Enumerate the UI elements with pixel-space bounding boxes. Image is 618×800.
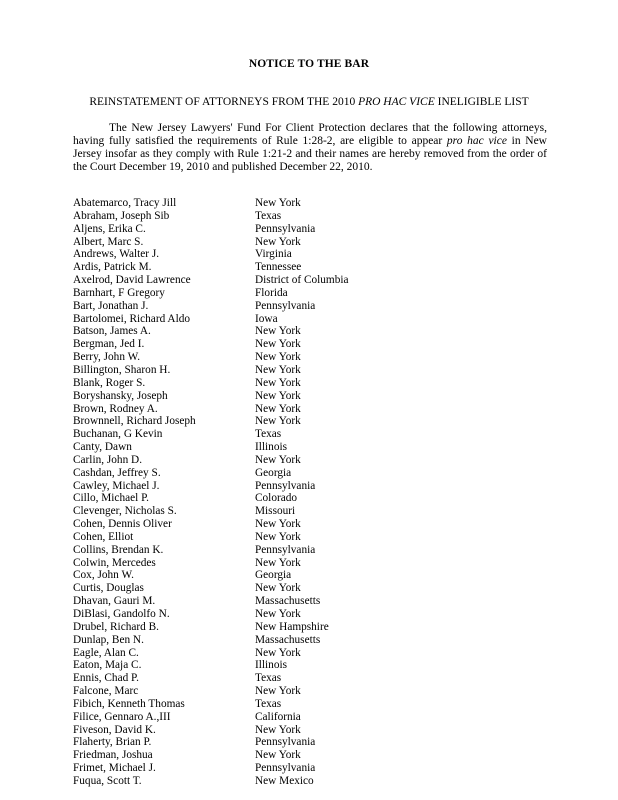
attorney-state: Florida [255,286,288,299]
attorney-name: Batson, James A. [73,325,151,338]
attorney-row [73,775,553,788]
attorney-name: Bart, Jonathan J. [73,299,149,312]
attorney-name: Dunlap, Ben N. [73,633,144,646]
attorney-name: Eagle, Alan C. [73,646,139,659]
attorney-row [73,415,553,428]
attorney-row [73,557,553,570]
attorney-name: Colwin, Mercedes [73,556,156,569]
attorney-state: Massachusetts [255,633,321,646]
attorney-name: Abraham, Joseph Sib [73,209,170,222]
attorney-name: Canty, Dawn [73,441,132,454]
attorney-state: Pennsylvania [255,543,316,556]
attorney-state: New York [255,197,301,209]
attorney-state: Iowa [255,312,278,325]
attorney-row [73,608,553,621]
attorney-state: New York [255,351,301,364]
attorney-state: New York [255,530,301,543]
paragraph-italic: pro hac vice [446,135,507,147]
attorney-state: Georgia [255,569,292,582]
attorney-row [73,210,553,223]
attorney-row [73,724,553,737]
attorney-name: Cashdan, Jeffrey S. [73,466,161,479]
attorney-row [73,274,553,287]
attorney-name: Albert, Marc S. [73,235,144,248]
attorney-name: Bergman, Jed I. [73,338,145,351]
attorney-row [73,711,553,724]
attorney-row [73,736,553,749]
attorney-row [73,467,553,480]
attorney-name: Andrews, Walter J. [73,248,160,261]
attorney-state: Pennsylvania [255,479,316,492]
attorney-state: Colorado [255,492,298,505]
attorney-row [73,544,553,557]
attorney-state: New York [255,363,301,376]
attorney-name: DiBlasi, Gandolfo N. [73,608,170,620]
attorney-name: Axelrod, David Lawrence [73,274,191,287]
attorney-row [73,582,553,595]
attorney-row [73,685,553,698]
attorney-state: Tennessee [255,261,302,274]
attorney-row [73,698,553,711]
attorney-name: Brownnell, Richard Joseph [73,415,196,428]
attorney-name: Boryshansky, Joseph [73,389,168,402]
attorney-row [73,313,553,326]
attorney-name: Barnhart, F Gregory [73,286,165,299]
attorney-name: Filice, Gennaro A.,III [73,710,171,723]
attorney-state: Texas [255,428,282,441]
attorney-name: Fiveson, David K. [73,723,156,736]
attorney-row [73,480,553,493]
attorney-row [73,505,553,518]
attorney-state: Pennsylvania [255,299,316,312]
attorney-state: New Hampshire [255,620,329,633]
attorney-row [73,428,553,441]
attorney-state: Pennsylvania [255,736,316,749]
attorney-name: Cillo, Michael P. [73,492,149,505]
attorney-state: Missouri [255,505,296,518]
attorney-state: District of Columbia [255,274,349,287]
attorney-state: New York [255,582,301,595]
attorney-name: Bartolomei, Richard Aldo [73,312,191,325]
attorney-state: New York [255,389,301,402]
attorney-state: New York [255,608,301,620]
notice-subtitle [0,96,618,108]
attorney-row [73,390,553,403]
attorney-row [73,531,553,544]
attorney-state: New York [255,376,301,389]
attorney-name: Carlin, John D. [73,453,143,466]
attorney-name: Fibich, Kenneth Thomas [73,697,185,710]
attorney-row [73,518,553,531]
attorney-name: Collins, Brendan K. [73,543,164,556]
attorney-name: Aljens, Erika C. [73,222,146,235]
attorney-state: California [255,710,301,723]
attorney-name: Ardis, Patrick M. [73,261,152,274]
attorney-state: New York [255,749,301,762]
attorney-name: Billington, Sharon H. [73,363,171,376]
paragraph-part-2: in New Jersey insofar as they comply with Rule 1:21-2 and their names are hereby removed from the order of the Court December 19, 2010 and published December 22, 2010. [73,135,547,173]
attorney-state: Pennsylvania [255,222,316,235]
attorney-row [73,441,553,454]
attorney-name: Cohen, Dennis Oliver [73,518,172,531]
attorney-state: New York [255,685,301,698]
attorney-name: Curtis, Douglas [73,582,144,595]
attorney-state: Texas [255,209,282,222]
attorney-row [73,595,553,608]
notice-title: NOTICE TO THE BAR [248,58,370,70]
attorney-state: New York [255,338,301,351]
subtitle-italic: PRO HAC VICE [358,96,435,108]
attorney-row [73,403,553,416]
attorney-state: New York [255,646,301,659]
attorney-row [73,762,553,775]
attorney-row [73,248,553,261]
attorney-state: New York [255,235,301,248]
attorney-name: Drubel, Richard B. [73,620,159,633]
attorney-state: Massachusetts [255,595,321,608]
attorney-row [73,236,553,249]
attorney-state: Illinois [255,659,288,672]
attorney-row [73,300,553,313]
attorney-row [73,338,553,351]
attorney-state: Texas [255,672,282,685]
paragraph-part-1: The New Jersey Lawyers' Fund For Client Protection declares that the following attorneys, having fully satisfied the requirements of Rule 1:28-2, are eligible to appear [73,122,547,147]
attorney-row [73,223,553,236]
attorney-row [73,287,553,300]
attorney-state: New York [255,453,301,466]
attorney-row [73,672,553,685]
notice-paragraph [73,122,547,174]
attorney-name: Ennis, Chad P. [73,672,139,685]
attorney-name: Dhavan, Gauri M. [73,595,156,608]
attorney-row [73,492,553,505]
attorney-name: Blank, Roger S. [73,376,146,389]
attorney-name: Clevenger, Nicholas S. [73,505,177,518]
attorney-name: Abatemarco, Tracy Jill [73,197,177,209]
attorney-row [73,454,553,467]
attorney-name: Falcone, Marc [73,685,139,698]
attorney-row [73,364,553,377]
attorney-row [73,634,553,647]
attorney-row [73,197,553,210]
attorney-name: Buchanan, G Kevin [73,428,163,441]
attorney-name: Eaton, Maja C. [73,659,142,672]
attorney-state: New York [255,723,301,736]
attorney-list [73,197,553,788]
attorney-name: Brown, Rodney A. [73,402,158,415]
attorney-state: New York [255,325,301,338]
attorney-name: Frimet, Michael J. [73,762,156,775]
attorney-row [73,647,553,660]
attorney-state: New York [255,415,301,428]
attorney-state: Georgia [255,466,292,479]
subtitle-suffix: INELIGIBLE LIST [434,96,529,108]
attorney-name: Cohen, Elliot [73,530,134,543]
attorney-state: New York [255,518,301,531]
attorney-row [73,325,553,338]
attorney-row [73,659,553,672]
attorney-state: Pennsylvania [255,762,316,775]
attorney-name: Fuqua, Scott T. [73,774,142,787]
subtitle-prefix: REINSTATEMENT OF ATTORNEYS FROM THE 2010 [89,96,359,108]
attorney-state: New York [255,556,301,569]
attorney-state: Illinois [255,441,288,454]
attorney-state: New Mexico [255,774,314,787]
attorney-row [73,261,553,274]
attorney-state: Texas [255,697,282,710]
attorney-state: New York [255,402,301,415]
attorney-row [73,569,553,582]
attorney-name: Cawley, Michael J. [73,479,160,492]
attorney-row [73,621,553,634]
attorney-name: Flaherty, Brian P. [73,736,152,749]
attorney-state: Virginia [255,248,292,261]
attorney-row [73,351,553,364]
attorney-name: Friedman, Joshua [73,749,153,762]
attorney-name: Berry, John W. [73,351,141,364]
attorney-row [73,377,553,390]
attorney-row [73,749,553,762]
attorney-name: Cox, John W. [73,569,134,582]
